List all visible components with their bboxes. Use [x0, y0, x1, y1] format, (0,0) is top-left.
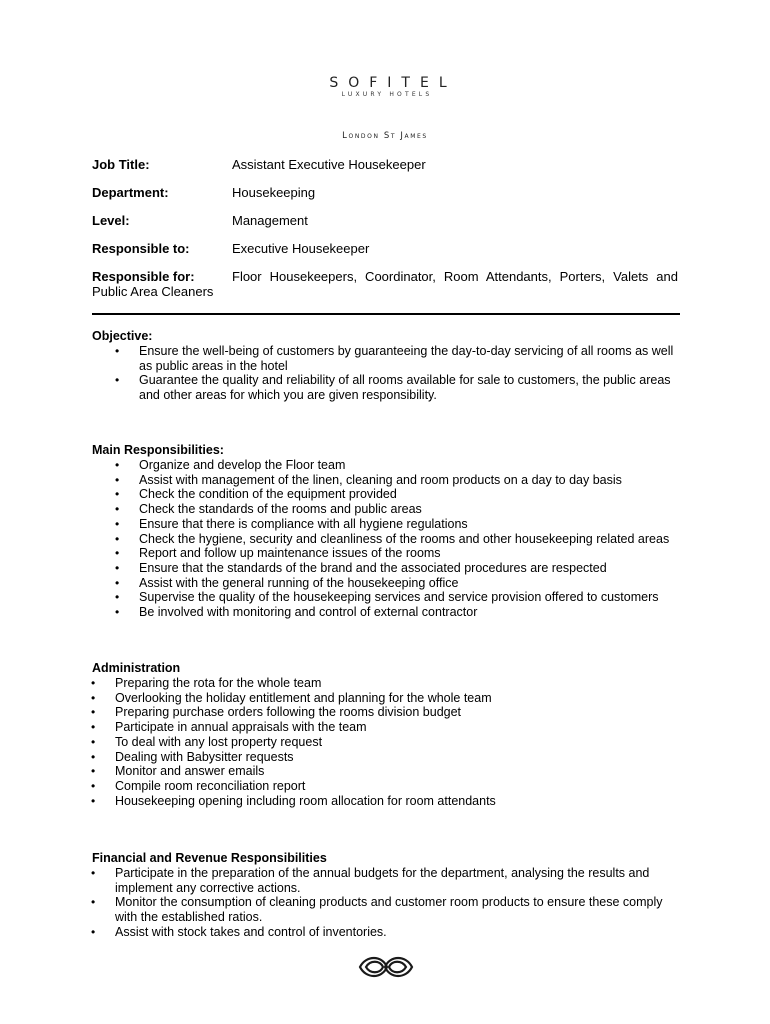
responsible-for-value-continued: Public Area Cleaners: [92, 284, 214, 299]
list-item: • Overlooking the holiday entitlement and planning for the whole team: [91, 690, 492, 705]
administration-heading: Administration: [92, 661, 181, 675]
bullet-icon: •: [115, 546, 120, 561]
list-item: • Report and follow up maintenance issues of the rooms: [115, 546, 441, 561]
bullet-icon: •: [91, 690, 96, 705]
sofitel-emblem-icon: [356, 950, 416, 984]
list-item: • Monitor the consumption of cleaning products and customer room products to ensure these comply with the established ratios.: [91, 895, 663, 925]
list-item: • Assist with the general running of the housekeeping office: [115, 575, 459, 590]
bullet-icon: •: [91, 705, 96, 720]
list-item: • Supervise the quality of the housekeeping services and service provision offered to customers: [115, 590, 659, 605]
bullet-icon: •: [115, 560, 120, 575]
list-item: • Assist with management of the linen, cleaning and room products on a day to day basis: [115, 472, 622, 487]
objective-heading: Objective:: [92, 329, 153, 343]
list-item: • Be involved with monitoring and control of external contractor: [115, 605, 478, 620]
bullet-icon: •: [91, 764, 96, 779]
brand-tagline: LUXURY HOTELS: [341, 91, 433, 98]
bullet-icon: •: [91, 924, 96, 939]
bullet-icon: •: [115, 472, 120, 487]
list-item: • Preparing the rota for the whole team: [91, 676, 322, 690]
bullet-icon: •: [91, 895, 96, 910]
section-divider: [92, 313, 680, 315]
list-item: • Preparing purchase orders following the rooms division budget: [91, 705, 462, 720]
bullet-icon: •: [115, 502, 120, 517]
hotel-location: London St James: [342, 131, 428, 141]
financial-heading: Financial and Revenue Responsibilities: [92, 851, 327, 865]
job-title-label: Job Title:: [92, 157, 150, 172]
administration-list: [88, 676, 680, 808]
list-item: • Check the standards of the rooms and public areas: [115, 502, 422, 517]
bullet-icon: •: [115, 344, 120, 358]
list-item: • Assist with stock takes and control of inventories.: [91, 924, 387, 939]
bullet-icon: •: [115, 575, 120, 590]
financial-list: [88, 866, 680, 940]
bullet-icon: •: [91, 720, 96, 735]
bullet-icon: •: [115, 605, 120, 620]
bullet-icon: •: [91, 734, 96, 749]
responsible-to-label: Responsible to:: [92, 241, 190, 256]
bullet-icon: •: [91, 676, 96, 690]
responsible-for-value: Floor Housekeepers, Coordinator, Room Attendants, Porters, Valets and: [232, 269, 678, 284]
list-item: • Check the hygiene, security and cleanliness of the rooms and other housekeeping related areas: [115, 531, 670, 546]
job-title-value: Assistant Executive Housekeeper: [232, 157, 426, 172]
list-item: • Monitor and answer emails: [91, 764, 265, 779]
bullet-icon: •: [91, 749, 96, 764]
main-responsibilities-heading: Main Responsibilities:: [92, 443, 224, 457]
list-item: • Compile room reconciliation report: [91, 778, 306, 793]
list-item: • Ensure that the standards of the brand and the associated procedures are respected: [115, 560, 607, 575]
list-item: • Check the condition of the equipment provided: [115, 487, 397, 502]
department-label: Department:: [92, 185, 169, 200]
objective-list: [115, 344, 680, 403]
list-item: • Housekeeping opening including room allocation for room attendants: [91, 793, 496, 808]
list-item: • Dealing with Babysitter requests: [91, 749, 294, 764]
bullet-icon: •: [115, 458, 120, 472]
list-item: • Ensure that there is compliance with all hygiene regulations: [115, 516, 468, 531]
list-item: • Guarantee the quality and reliability of all rooms available for sale to customers, the public areas and other areas for which you are given responsibility.: [115, 373, 671, 403]
level-value: Management: [232, 213, 308, 228]
bullet-icon: •: [115, 516, 120, 531]
bullet-icon: •: [115, 531, 120, 546]
department-value: Housekeeping: [232, 185, 316, 200]
responsible-for-label: Responsible for:: [92, 269, 195, 284]
brand-logo-text: SOFITEL: [329, 75, 457, 91]
main-responsibilities-list: [115, 458, 680, 620]
list-item: • Participate in annual appraisals with the team: [91, 720, 367, 735]
list-item: • Ensure the well-being of customers by guaranteeing the day-to-day servicing of all rooms as well as public areas in the hotel: [115, 344, 674, 373]
bullet-icon: •: [91, 866, 96, 880]
level-label: Level:: [92, 213, 130, 228]
bullet-icon: •: [115, 487, 120, 502]
list-item: • Organize and develop the Floor team: [115, 458, 346, 472]
bullet-icon: •: [91, 778, 96, 793]
responsible-to-value: Executive Housekeeper: [232, 241, 370, 256]
list-item: • Participate in the preparation of the annual budgets for the department, analysing the results and implement any corrective actions.: [91, 866, 650, 895]
bullet-icon: •: [91, 793, 96, 808]
bullet-icon: •: [115, 590, 120, 605]
list-item: • To deal with any lost property request: [91, 734, 323, 749]
bullet-icon: •: [115, 373, 120, 388]
